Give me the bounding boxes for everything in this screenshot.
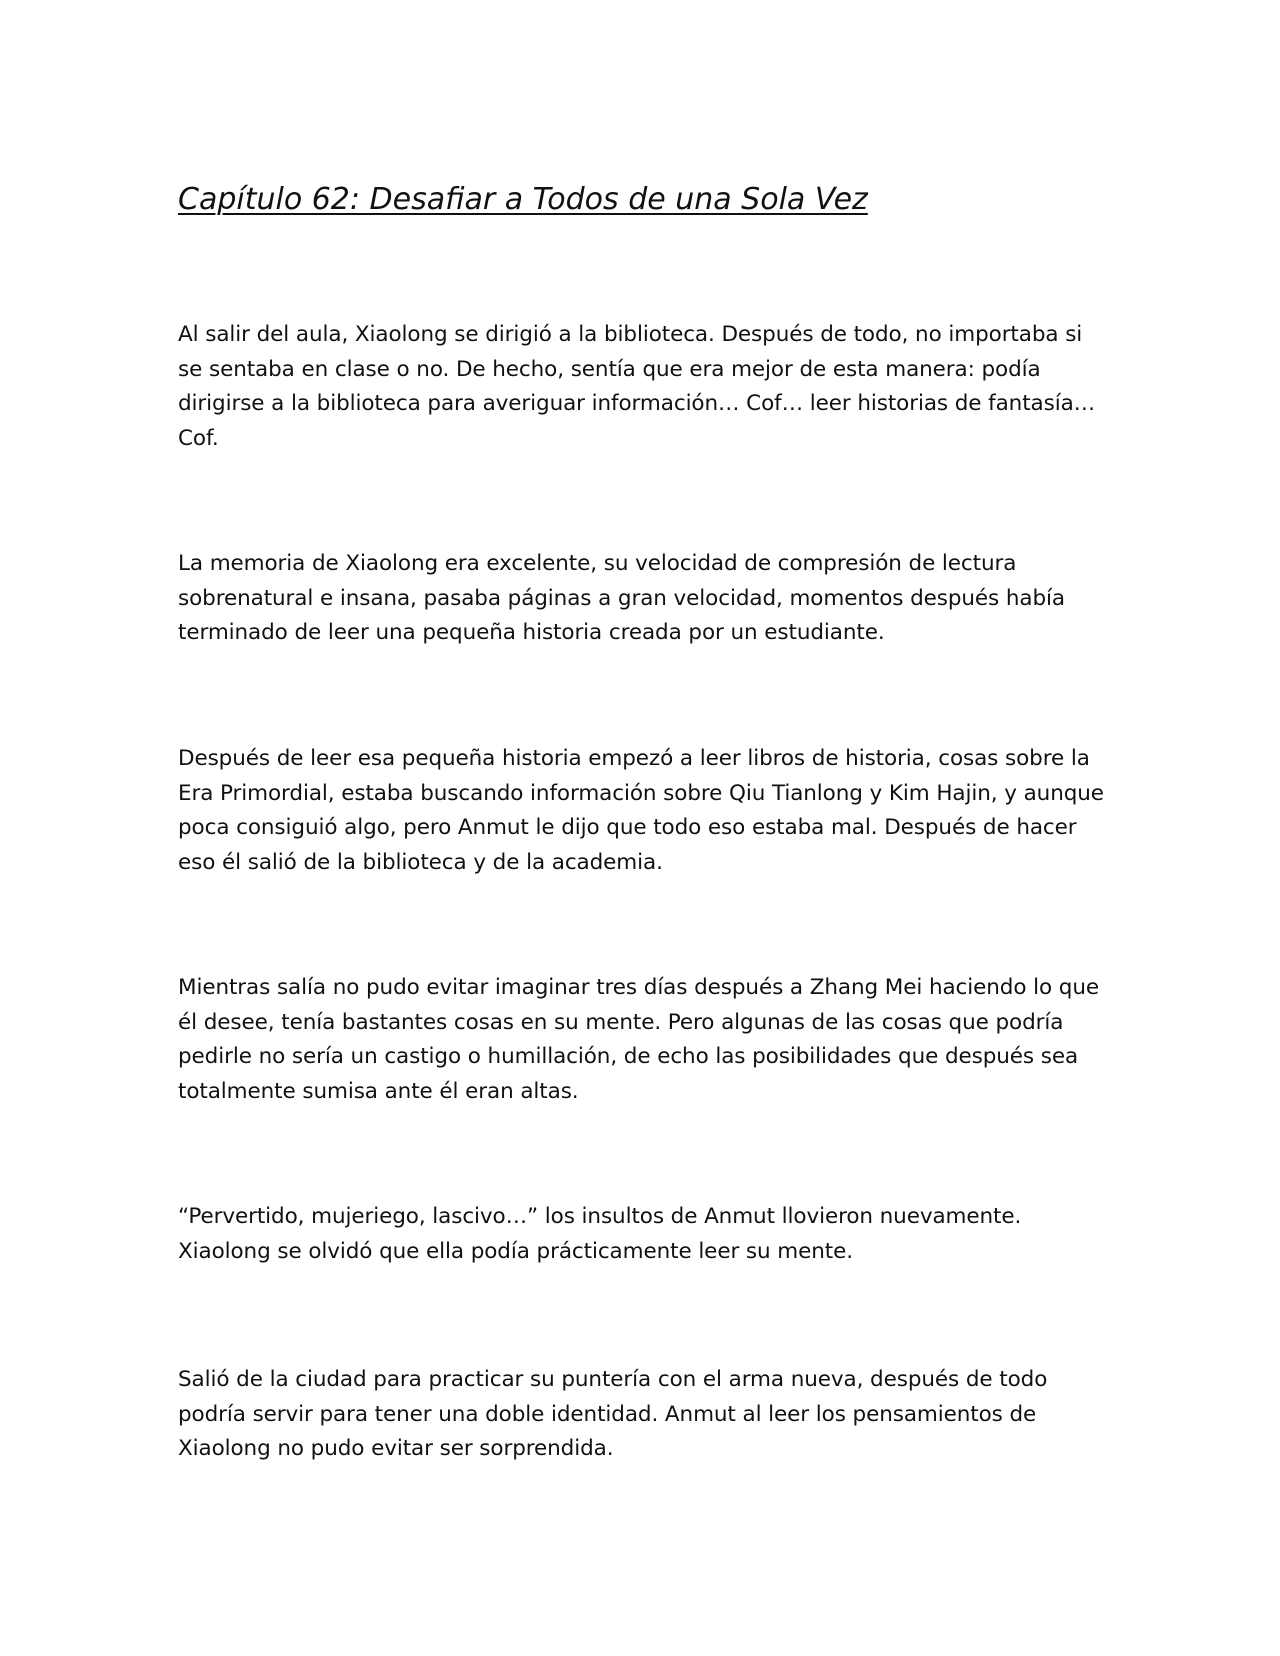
paragraph-1: Al salir del aula, Xiaolong se dirigió a la biblioteca. Después de todo, no importaba si se sentaba en clase o no. De hecho, sentía que era mejor de esta manera: podía dirigirse a la biblioteca para averiguar información… Cof… leer historias de fantasía… Cof.: [178, 322, 1096, 451]
paragraph-3: Después de leer esa pequeña historia empezó a leer libros de historia, cosas sobre la Era Primordial, estaba buscando información sobre Qiu Tianlong y Kim Hajin, y aunque poca consiguió algo, pero Anmut le dijo que todo eso estaba mal. Después de hacer eso él salió de la biblioteca y de la academia.: [178, 746, 1104, 875]
paragraph-5: “Pervertido, mujeriego, lascivo…” los insultos de Anmut llovieron nuevamente. Xiaolong se olvidó que ella podía prácticamente leer su mente.: [178, 1204, 1022, 1264]
paragraph-6: Salió de la ciudad para practicar su puntería con el arma nueva, después de todo podría servir para tener una doble identidad. Anmut al leer los pensamientos de Xiaolong no pudo evitar ser sorprendida.: [178, 1367, 1048, 1461]
paragraph-2: La memoria de Xiaolong era excelente, su velocidad de compresión de lectura sobrenatural e insana, pasaba páginas a gran velocidad, momentos después había terminado de leer una pequeña historia creada por un estudiante.: [178, 551, 1065, 645]
paragraph-4: Mientras salía no pudo evitar imaginar tres días después a Zhang Mei haciendo lo que él desee, tenía bastantes cosas en su mente. Pero algunas de las cosas que podría pedirle no sería un castigo o humillación, de echo las posibilidades que después sea totalmente sumisa ante él eran altas.: [178, 975, 1099, 1104]
chapter-title: Capítulo 62: Desafiar a Todos de una Sola Vez: [178, 182, 868, 217]
